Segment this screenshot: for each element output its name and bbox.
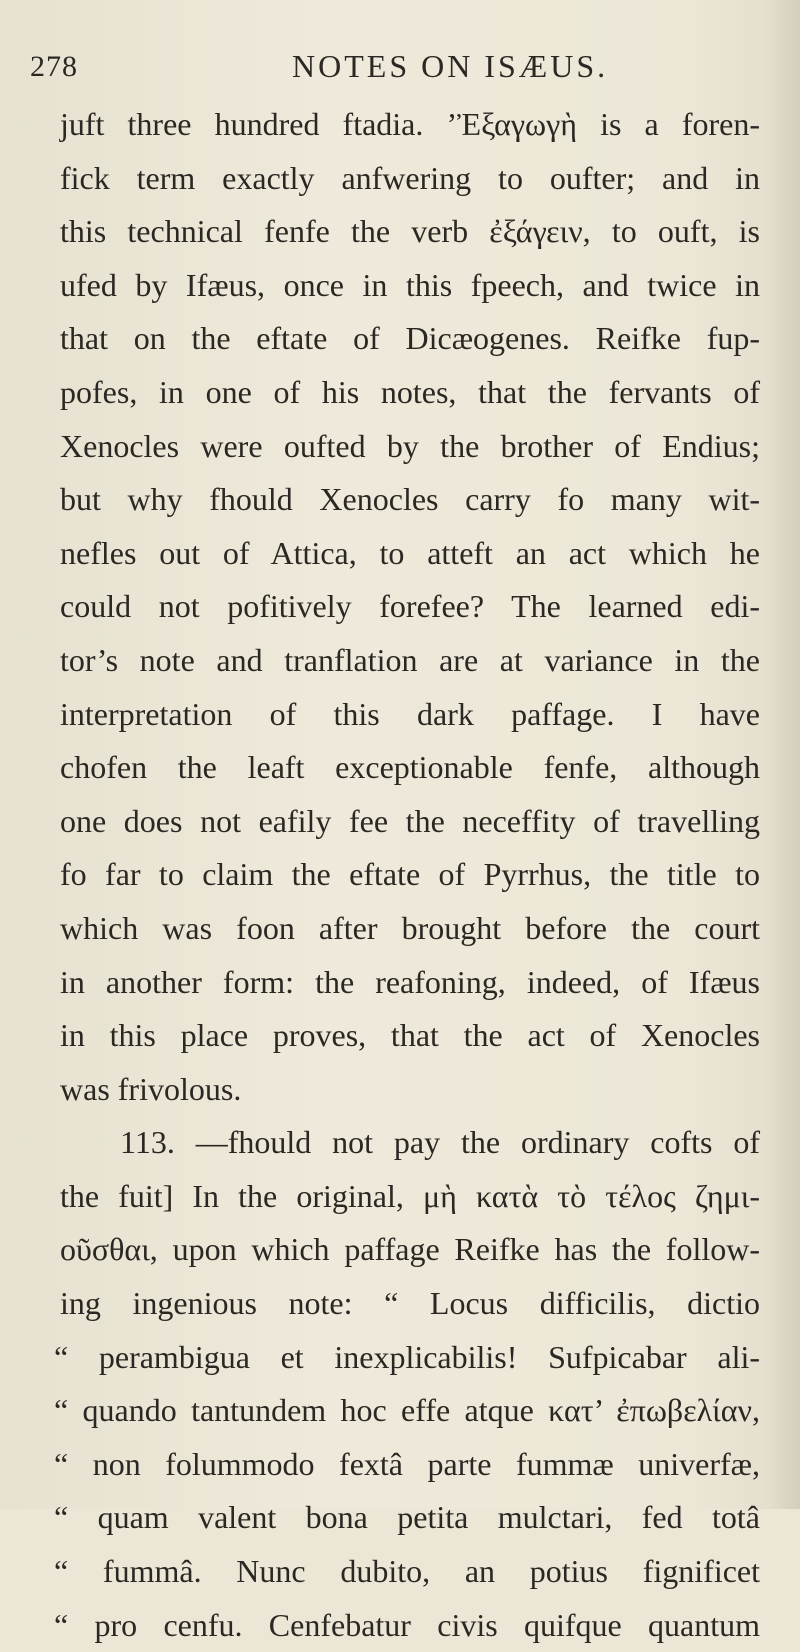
text-line: Xenocles were oufted by the brother of Endius; bbox=[60, 427, 760, 464]
quote-line: “ perambigua et inexplicabilis! Sufpicabar ali- bbox=[54, 1338, 760, 1375]
quote-line: “ quam valent bona petita mulctari, fed totâ bbox=[54, 1499, 760, 1536]
body-text bbox=[54, 98, 760, 1652]
text-line: ufed by Ifæus, once in this fpeech, and twice in bbox=[60, 266, 760, 303]
text-line: which was foon after brought before the court bbox=[60, 909, 760, 946]
page-header bbox=[30, 48, 770, 88]
text-line: the fuit] In the original, μὴ κατὰ τὸ τέλος ζημι- bbox=[60, 1177, 760, 1214]
text-line: this technical fenfe the verb ἐξάγειν, to ouft, is bbox=[60, 213, 760, 250]
text-line: fick term exactly anfwering to oufter; and in bbox=[60, 159, 760, 196]
text-line: pofes, in one of his notes, that the fervants of bbox=[60, 373, 760, 410]
text-line: interpretation of this dark paffage. I have bbox=[60, 695, 760, 732]
text-line: in another form: the reafoning, indeed, of Ifæus bbox=[60, 963, 760, 1000]
text-line: nefles out of Attica, to atteft an act which he bbox=[60, 534, 760, 571]
text-line: that on the eftate of Dicæogenes. Reifke fup- bbox=[60, 320, 760, 357]
text-line: juft three hundred ftadia. ’Ἐξαγωγὴ is a foren- bbox=[60, 106, 760, 142]
text-line: tor’s note and tranflation are at variance in the bbox=[60, 641, 760, 678]
quote-line: “ quando tantundem hoc effe atque κατ’ ἐπωβελίαν, bbox=[54, 1392, 760, 1429]
text-line: fo far to claim the eftate of Pyrrhus, the title to bbox=[60, 856, 760, 893]
text-line: but why fhould Xenocles carry fo many wit- bbox=[60, 481, 760, 518]
page-gutter-shadow bbox=[766, 0, 800, 1509]
text-line: one does not eafily fee the neceffity of travelling bbox=[60, 802, 760, 839]
running-head: NOTES ON ISÆUS. bbox=[292, 48, 609, 84]
text-line: could not pofitively forefee? The learned edi- bbox=[60, 588, 760, 625]
paragraph-end-line: was frivolous. bbox=[60, 1070, 242, 1107]
note-heading-line: 113. —fhould not pay the ordinary cofts of bbox=[120, 1124, 760, 1161]
text-line: in this place proves, that the act of Xenocles bbox=[60, 1017, 760, 1054]
text-line: ing ingenious note: “ Locus difficilis, dictio bbox=[60, 1285, 760, 1322]
quote-line: “ pro cenfu. Cenfebatur civis quifque quantum bbox=[54, 1606, 760, 1643]
text-line: chofen the leaft exceptionable fenfe, although bbox=[60, 749, 760, 786]
quote-line: “ fummâ. Nunc dubito, an potius fignificet bbox=[54, 1553, 760, 1590]
page-number: 278 bbox=[30, 50, 78, 83]
quote-line: “ non folummodo fextâ parte fummæ univerfæ, bbox=[54, 1445, 760, 1482]
text-line: οῦσθαι, upon which paffage Reifke has the follow- bbox=[60, 1231, 760, 1268]
